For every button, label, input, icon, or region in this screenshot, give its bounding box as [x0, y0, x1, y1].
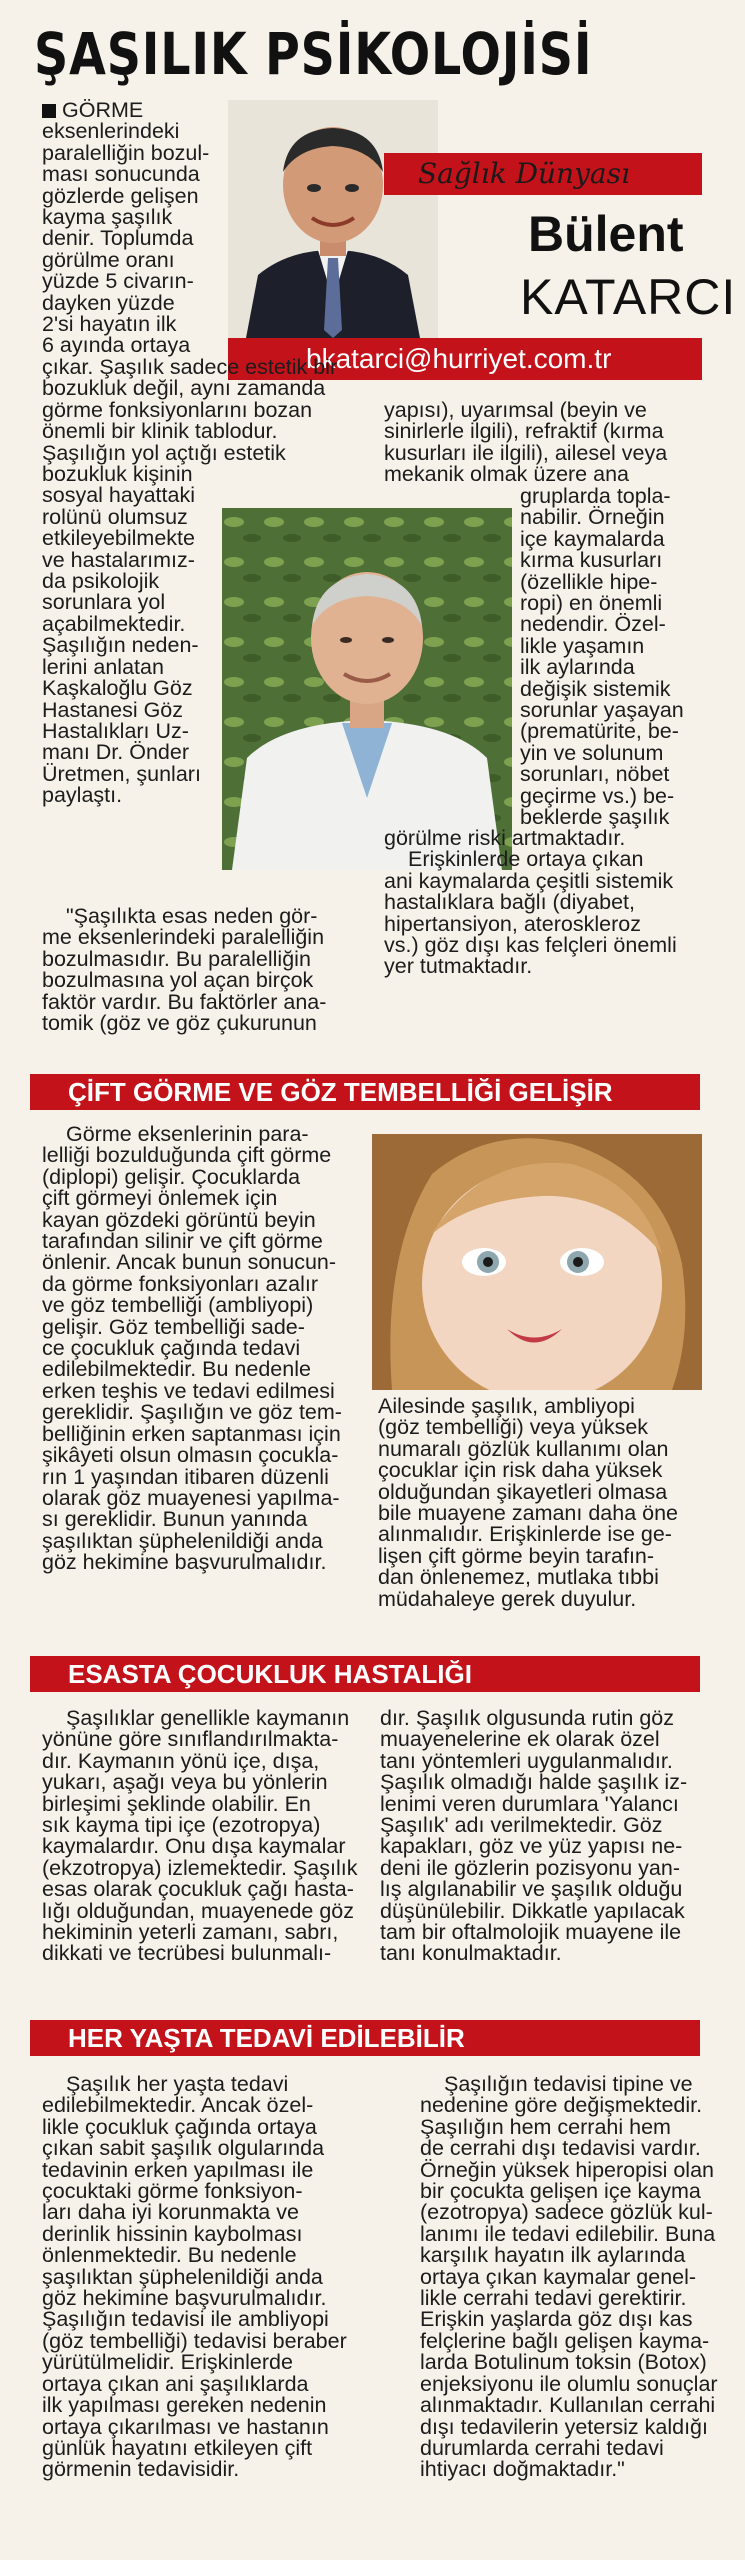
text-line: Ailesinde şaşılık, ambliyopi: [378, 1394, 635, 1418]
text-line: Şaşılığın tedavisi ile ambliyopi: [42, 2307, 329, 2332]
intro-right-top: [384, 400, 704, 486]
intro-right-narrow: [520, 486, 708, 829]
intro-right-bottom: [384, 828, 708, 978]
text-line: derinlik hissinin kaybolması: [42, 2221, 303, 2246]
text-line: hekiminin yeterli zamanı, sabrı,: [42, 1920, 339, 1945]
text-line: alınmaktadır. Kullanılan cerrahi: [420, 2393, 716, 2418]
text-line: me eksenlerindeki paralelliğin: [42, 925, 325, 950]
text-line: geçirme vs.) be-: [520, 783, 675, 808]
text-line: görülme riski artmaktadır.: [384, 826, 626, 850]
text-line: numaralı gözlük kullanımı olan: [378, 1436, 669, 1461]
text-line: likle yaşamın: [520, 633, 645, 658]
text-line: 2'si hayatın ilk: [42, 312, 177, 337]
intro-quote: [42, 906, 382, 1034]
text-line: tanı yöntemleri uygulanmalıdır.: [380, 1748, 673, 1773]
text-line: tarafından silinir ve çift görme: [42, 1229, 323, 1254]
text-line: bozulmasına yol açan birçok: [42, 968, 314, 993]
text-line: "Şaşılıkta esas neden gör-: [66, 904, 318, 928]
text-line: Şaşılık' adı verilmektedir. Göz: [380, 1813, 663, 1838]
text-line: dışı tedavilerin yetersiz kaldığı: [420, 2414, 708, 2439]
text-line: şaşılıktan şüphelenildiği anda: [42, 2264, 323, 2289]
text-line: likle cerrahi tedavi gerektirir.: [420, 2286, 687, 2311]
text-line: eksenlerindeki: [42, 119, 180, 144]
text-line: yer tutmaktadır.: [384, 954, 533, 979]
section-heading-cift-gorme: ÇİFT GÖRME VE GÖZ TEMBELLİĞİ GELİŞİR: [30, 1074, 700, 1110]
child-face-image: [372, 1134, 702, 1390]
child-photo: [372, 1134, 702, 1390]
text-line: paralelliğin bozul-: [42, 140, 210, 165]
author-portrait-image: [228, 100, 438, 338]
text-line: Erişkinlerde ortaya çıkan: [408, 847, 644, 872]
author-first-name: Bülent: [528, 206, 684, 262]
text-line: Kaşkaloğlu Göz: [42, 676, 193, 701]
text-line: manı Dr. Önder: [42, 740, 189, 765]
text-line: çocuklar için risk daha yüksek: [378, 1458, 663, 1483]
text-line: kaymalardır. Onu dışa kaymalar: [42, 1834, 346, 1859]
text-line: larda Botulinum toksin (Botox): [420, 2350, 707, 2375]
text-line: Şaşılık olmadığı halde şaşılık iz-: [380, 1770, 688, 1795]
text-line: etkileyebilmekte: [42, 526, 195, 551]
text-line: içe kaymalarda: [520, 526, 665, 551]
text-line: likle çocukluk çağında ortaya: [42, 2114, 317, 2139]
text-line: olarak göz muayenesi yapılma-: [42, 1485, 340, 1510]
section3-right-text: [420, 2074, 720, 2481]
text-line: Üretmen, şunları: [42, 761, 201, 786]
text-line: sorunlar yaşayan: [520, 698, 684, 723]
text-line: denir. Toplumda: [42, 226, 194, 251]
text-line: çocuktaki görme fonksiyon-: [42, 2179, 303, 2204]
text-line: bozukluk kişinin: [42, 462, 193, 487]
text-line: gözlerde gelişen: [42, 183, 199, 208]
text-line: ropi) en önemli: [520, 591, 663, 616]
text-line: ani kaymalarda çeşitli sistemik: [384, 868, 674, 893]
text-line: Hastanesi Göz: [42, 697, 184, 722]
text-line: dayken yüzde: [42, 290, 175, 315]
text-line: çıkar. Şaşılık sadece estetik bir: [42, 355, 338, 379]
intro-lead: [42, 100, 222, 357]
text-line: düşünülebilir. Dikkatle yapılacak: [380, 1898, 685, 1923]
text-line: sosyal hayattaki: [42, 483, 195, 508]
text-line: erken teşhis ve tedavi edilmesi: [42, 1378, 335, 1403]
text-line: rın 1 yaşından itibaren düzenli: [42, 1464, 329, 1489]
text-line: nedenine göre değişmektedir.: [420, 2093, 703, 2118]
text-line: hipertansiyon, ateroskleroz: [384, 911, 641, 936]
text-line: Örneğin yüksek hiperopisi olan: [420, 2157, 714, 2182]
section-heading-esasta: ESASTA ÇOCUKLUK HASTALIĞI: [30, 1656, 700, 1692]
text-line: önemli bir klinik tablodur.: [42, 419, 278, 444]
text-line: GÖRME: [42, 100, 222, 121]
text-line: tedavinin erken yapılması ile: [42, 2157, 314, 2182]
doctor-portrait-image: [222, 508, 512, 870]
text-line: Şaşılığın yol açtığı estetik: [42, 440, 286, 465]
text-line: ları daha iyi korunmakta ve: [42, 2200, 299, 2225]
text-line: tanı konulmaktadır.: [380, 1941, 562, 1966]
text-line: ihtiyacı doğmaktadır.": [420, 2457, 625, 2482]
text-line: Şaşılığın hem cerrahi hem: [420, 2114, 671, 2139]
text-line: (diplopi) gelişir. Çocuklarda: [42, 1164, 301, 1189]
text-line: ve hastalarımız-: [42, 547, 195, 572]
text-line: görmenin tedavisidir.: [42, 2457, 240, 2482]
text-line: ortaya çıkan ani şaşılıklarda: [42, 2371, 309, 2396]
text-line: ilk aylarında: [520, 655, 635, 680]
text-line: lerini anlatan: [42, 654, 164, 679]
text-line: faktör vardır. Bu faktörler ana-: [42, 989, 327, 1014]
text-line: mekanik olmak üzere ana: [384, 462, 629, 487]
text-line: ortaya çıkan kaymalar genel-: [420, 2264, 697, 2289]
text-line: durumlarda cerrahi tedavi: [420, 2435, 664, 2460]
text-line: müdahaleye gerek duyulur.: [378, 1586, 637, 1611]
text-line: de cerrahi dışı tedavisi vardır.: [420, 2136, 701, 2161]
text-line: şaşılıktan şüphelenildiği anda: [42, 1528, 323, 1553]
text-line: günlük hayatını etkileyen çift: [42, 2435, 313, 2460]
text-line: (göz tembelliği) tedavisi beraber: [42, 2328, 347, 2353]
text-line: lenimi veren durumlara 'Yalancı: [380, 1791, 679, 1816]
text-line: önlenmektedir. Bu nedenle: [42, 2243, 297, 2268]
text-line: da psikolojik: [42, 569, 160, 594]
text-line: bozulmasıdır. Bu paralelliğin: [42, 946, 311, 971]
text-line: (ekzotropya) izlemektedir. Şaşılık: [42, 1855, 358, 1880]
text-line: paylaştı.: [42, 783, 123, 808]
section1-left-text: [42, 1124, 372, 1574]
text-line: Hastalıkları Uz-: [42, 718, 189, 743]
section3-left-text: [42, 2074, 372, 2481]
lead-square-icon: [42, 104, 56, 118]
text-line: karşılık hayatın ilk aylarında: [420, 2243, 686, 2268]
text-line: tam bir oftalmolojik muayene ile: [380, 1920, 682, 1945]
text-line: vs.) göz dışı kas felçleri önemli: [384, 933, 677, 958]
text-line: kayma şaşılık: [42, 205, 173, 230]
text-line: gruplarda topla-: [520, 484, 671, 508]
text-line: lanımı ile tedavi edilebilir. Buna: [420, 2221, 716, 2246]
text-line: belliğinin erken saptanması için: [42, 1421, 341, 1446]
text-line: yönüne göre sınıflandırılmakta-: [42, 1727, 339, 1752]
text-line: (özellikle hipe-: [520, 569, 658, 594]
text-line: açabilmektedir.: [42, 611, 186, 636]
text-line: dan önlenemez, mutlaka tıbbi: [378, 1565, 659, 1590]
text-line: sorunları, nöbet: [520, 762, 670, 787]
text-line: olduğundan şikayetleri olmasa: [378, 1479, 668, 1504]
text-line: ve göz tembelliği (ambliyopi): [42, 1293, 314, 1318]
text-line: değişik sistemik: [520, 676, 671, 701]
text-line: birleşimi şeklinde olabilir. En: [42, 1791, 311, 1816]
text-line: yüzde 5 civarın-: [42, 269, 194, 294]
text-line: sık kayma tipi içe (ezotropya): [42, 1813, 321, 1838]
text-line: bile muayene zamanı daha öne: [378, 1501, 679, 1526]
text-line: ması sonucunda: [42, 162, 200, 187]
text-line: göz hekimine başvurulmalıdır.: [42, 1550, 327, 1575]
text-line: gereklidir. Şaşılığın ve göz tem-: [42, 1400, 342, 1425]
page-title: ŞAŞILIK PSİKOLOJİSİ: [34, 20, 593, 88]
text-line: esas olarak çocukluk çağı hasta-: [42, 1877, 354, 1902]
text-line: muayenelerine ek olarak özel: [380, 1727, 660, 1752]
text-line: hastalıklara bağlı (diyabet,: [384, 890, 635, 915]
author-email[interactable]: bkatarci@hurriyet.com.tr: [228, 338, 702, 380]
text-line: enjeksiyonu ile olumlu sonuçlar: [420, 2371, 718, 2396]
text-line: şikâyeti olsun olmasın çocukla-: [42, 1443, 339, 1468]
text-line: yapısı), uyarımsal (beyin ve: [384, 398, 647, 422]
text-line: lişen çift görme beyin tarafın-: [378, 1543, 655, 1568]
text-line: (ezotropya) sadece gözlük kul-: [420, 2200, 713, 2225]
column-name: Sağlık Dünyası: [418, 157, 630, 190]
text-line: dır. Kaymanın yönü içe, dışa,: [42, 1748, 320, 1773]
text-line: Erişkin yaşlarda göz dışı kas: [420, 2307, 693, 2332]
section2-right-text: [380, 1708, 710, 1965]
text-line: deni ile gözlerin pozisyonu yan-: [380, 1855, 680, 1880]
section-heading-her-yasta: HER YAŞTA TEDAVİ EDİLEBİLİR: [30, 2020, 700, 2056]
text-line: kayan gözdeki görüntü beyin: [42, 1207, 316, 1232]
text-line: görme fonksiyonlarını bozan: [42, 397, 313, 422]
text-line: kusurları ile ilgili), ailesel veya: [384, 440, 668, 465]
author-photo: [228, 100, 438, 338]
text-line: lığı olduğundan, muayenede göz: [42, 1898, 354, 1923]
text-line: (göz tembelliği) veya yüksek: [378, 1415, 649, 1440]
text-line: çıkan sabit şaşılık olgularında: [42, 2136, 325, 2161]
text-line: bozukluk değil, aynı zamanda: [42, 376, 326, 401]
text-line: ce çocukluk çağında tedavi: [42, 1336, 301, 1361]
text-line: yukarı, aşağı veya bu yönlerin: [42, 1770, 328, 1795]
text-line: beklerde şaşılık: [520, 805, 670, 830]
text-line: ortaya çıkarılması ve hastanın: [42, 2414, 329, 2439]
section2-left-text: [42, 1708, 372, 1965]
text-line: nabilir. Örneğin: [520, 505, 665, 530]
text-line: önlenir. Ancak bunun sonucun-: [42, 1250, 337, 1275]
text-line: nedendir. Özel-: [520, 612, 666, 637]
text-line: da görme fonksiyonları azalır: [42, 1271, 319, 1296]
text-line: (prematürite, be-: [520, 719, 679, 744]
text-line: yin ve solunum: [520, 740, 664, 765]
text-line: sinirlerle ilgili), refraktif (kırma: [384, 419, 664, 444]
doctor-photo: [222, 508, 512, 870]
text-line: ilk yapılması gereken nedenin: [42, 2393, 327, 2418]
text-line: dikkati ve tecrübesi bulunmalı-: [42, 1941, 332, 1966]
text-line: 6 ayında ortaya: [42, 333, 191, 358]
text-line: tomik (göz ve göz çukurunun: [42, 1011, 317, 1036]
text-line: Şaşılıklar genellikle kaymanın: [66, 1706, 350, 1730]
text-line: kapakları, göz ve yüz yapısı ne-: [380, 1834, 683, 1859]
text-line: lelliği bozulduğunda çift görme: [42, 1143, 332, 1168]
text-line: Görme eksenlerinin para-: [66, 1122, 309, 1146]
text-line: göz hekimine başvurulmalıdır.: [42, 2286, 327, 2311]
text-line: lış algılanabilir ve şaşılık olduğu: [380, 1877, 683, 1902]
text-line: felçlerine bağlı gelişen kayma-: [420, 2328, 710, 2353]
text-line: rolünü olumsuz: [42, 504, 188, 529]
text-line: Şaşılığın neden-: [42, 633, 199, 658]
author-last-name: KATARCI: [520, 269, 737, 325]
text-line: Şaşılığın tedavisi tipine ve: [444, 2072, 693, 2096]
text-line: Şaşılık her yaşta tedavi: [66, 2072, 289, 2096]
text-line: gelişir. Göz tembelliği sade-: [42, 1314, 305, 1339]
text-line: edilebilmektedir. Bu nedenle: [42, 1357, 311, 1382]
text-line: kırma kusurları: [520, 548, 663, 573]
text-line: yürütülmelidir. Erişkinlerde: [42, 2350, 293, 2375]
text-line: çift görmeyi önlemek için: [42, 1186, 278, 1211]
section1-right-text: [378, 1396, 708, 1610]
text-line: görülme oranı: [42, 247, 175, 272]
text-line: edilebilmektedir. Ancak özel-: [42, 2093, 314, 2118]
text-line: bir çocukta gelişen içe kayma: [420, 2179, 701, 2204]
text-line: dır. Şaşılık olgusunda rutin göz: [380, 1706, 675, 1730]
text-line: sı gereklidir. Bunun yanında: [42, 1507, 308, 1532]
text-line: sorunlara yol: [42, 590, 166, 615]
text-line: alınmalıdır. Erişkinlerde ise ge-: [378, 1522, 672, 1547]
